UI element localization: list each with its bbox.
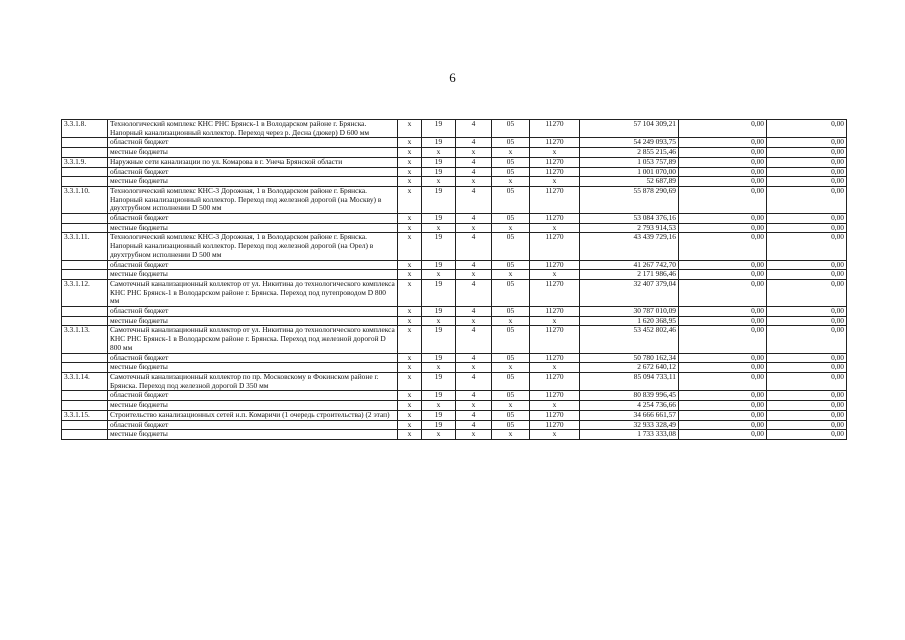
row-amount: 2 171 986,46 <box>580 270 679 280</box>
row-code-2: х <box>422 177 456 187</box>
row-code-2: 19 <box>422 391 456 401</box>
row-code-2: 19 <box>422 157 456 167</box>
row-name: Самотечный канализационный коллектор от ул. Никитина до технологического комплекса КНС РНС Брянск-1 в Володарском районе г. Брянска. Переход под путепроводом D 800 мм <box>108 279 398 306</box>
row-code-1: х <box>398 372 422 390</box>
table-row <box>62 372 847 390</box>
row-code: 3.3.1.8. <box>62 120 108 138</box>
row-code-4: х <box>492 148 530 158</box>
row-value-1: 0,00 <box>679 260 767 270</box>
row-code-2: 19 <box>422 279 456 306</box>
table-row <box>62 316 847 326</box>
row-value-1: 0,00 <box>679 233 767 260</box>
row-code-1: х <box>398 316 422 326</box>
row-name: областной бюджет <box>108 420 398 430</box>
row-name: областной бюджет <box>108 138 398 148</box>
row-value-2: 0,00 <box>767 148 847 158</box>
row-code-1: х <box>398 326 422 353</box>
row-value-1: 0,00 <box>679 372 767 390</box>
row-code-4: х <box>492 316 530 326</box>
row-value-1: 0,00 <box>679 177 767 187</box>
row-code-1: х <box>398 177 422 187</box>
row-name: Технологический комплекс КНС-3 Дорожная, 1 в Володарском районе г. Брянска. Напорный канализационный коллектор. Переход под железной дорогой (на Орел) в двухтрубном исполнении D 500 мм <box>108 233 398 260</box>
row-value-1: 0,00 <box>679 214 767 224</box>
row-name: областной бюджет <box>108 214 398 224</box>
row-code-3: 4 <box>456 391 492 401</box>
row-value-1: 0,00 <box>679 430 767 440</box>
row-amount: 2 855 215,46 <box>580 148 679 158</box>
row-code <box>62 430 108 440</box>
row-name: областной бюджет <box>108 391 398 401</box>
row-code-2: 19 <box>422 214 456 224</box>
row-value-2: 0,00 <box>767 214 847 224</box>
row-code <box>62 363 108 373</box>
row-code-3: 4 <box>456 157 492 167</box>
row-value-1: 0,00 <box>679 410 767 420</box>
row-name: областной бюджет <box>108 260 398 270</box>
row-code-1: х <box>398 138 422 148</box>
table-row <box>62 167 847 177</box>
row-code-1: х <box>398 148 422 158</box>
row-amount: 52 687,89 <box>580 177 679 187</box>
row-code <box>62 316 108 326</box>
row-code <box>62 223 108 233</box>
row-code-5: х <box>530 430 580 440</box>
row-amount: 85 094 733,11 <box>580 372 679 390</box>
row-code-5: х <box>530 316 580 326</box>
row-code-2: 19 <box>422 120 456 138</box>
table-row <box>62 157 847 167</box>
row-code-5: 11270 <box>530 391 580 401</box>
row-code-4: 05 <box>492 372 530 390</box>
row-value-2: 0,00 <box>767 223 847 233</box>
row-code-1: х <box>398 223 422 233</box>
row-name: местные бюджеты <box>108 316 398 326</box>
row-code-5: 11270 <box>530 410 580 420</box>
row-value-2: 0,00 <box>767 177 847 187</box>
table-row <box>62 120 847 138</box>
row-value-2: 0,00 <box>767 353 847 363</box>
row-value-2: 0,00 <box>767 372 847 390</box>
row-value-1: 0,00 <box>679 363 767 373</box>
row-value-1: 0,00 <box>679 391 767 401</box>
row-name: областной бюджет <box>108 307 398 317</box>
row-code <box>62 214 108 224</box>
table-row <box>62 326 847 353</box>
row-code-4: 05 <box>492 167 530 177</box>
row-code-5: 11270 <box>530 186 580 213</box>
row-code-4: 05 <box>492 307 530 317</box>
row-code-5: 11270 <box>530 120 580 138</box>
table-row <box>62 214 847 224</box>
row-code-2: 19 <box>422 372 456 390</box>
table-row <box>62 260 847 270</box>
row-code-2: 19 <box>422 420 456 430</box>
row-code-3: х <box>456 148 492 158</box>
row-code-5: 11270 <box>530 372 580 390</box>
row-name: местные бюджеты <box>108 148 398 158</box>
row-code-5: 11270 <box>530 260 580 270</box>
row-code-3: 4 <box>456 120 492 138</box>
row-code-3: 4 <box>456 214 492 224</box>
row-value-1: 0,00 <box>679 353 767 363</box>
row-amount: 1 733 333,08 <box>580 430 679 440</box>
row-code: 3.3.1.12. <box>62 279 108 306</box>
row-amount: 55 878 290,69 <box>580 186 679 213</box>
row-code-1: х <box>398 260 422 270</box>
row-code-3: 4 <box>456 353 492 363</box>
row-code-4: 05 <box>492 279 530 306</box>
row-code-2: 19 <box>422 233 456 260</box>
table-row <box>62 353 847 363</box>
row-value-1: 0,00 <box>679 307 767 317</box>
row-name: Самотечный канализационный коллектор по пр. Московскому в Фокинском районе г. Брянска. Переход под железной дорогой D 350 мм <box>108 372 398 390</box>
row-code-2: 19 <box>422 138 456 148</box>
row-name: Самотечный канализационный коллектор от ул. Никитина до технологического комплекса КНС РНС Брянск-1 в Володарском районе г. Брянска. Переход под железной дорогой D 800 мм <box>108 326 398 353</box>
row-code-4: 05 <box>492 391 530 401</box>
row-code-4: х <box>492 363 530 373</box>
row-code <box>62 401 108 411</box>
row-code-3: 4 <box>456 167 492 177</box>
row-code-1: х <box>398 353 422 363</box>
row-code-4: 05 <box>492 138 530 148</box>
row-code-4: 05 <box>492 157 530 167</box>
row-code-5: 11270 <box>530 307 580 317</box>
table-row <box>62 401 847 411</box>
row-code-4: 05 <box>492 214 530 224</box>
row-code: 3.3.1.13. <box>62 326 108 353</box>
row-value-1: 0,00 <box>679 420 767 430</box>
row-amount: 4 254 736,66 <box>580 401 679 411</box>
table-row <box>62 233 847 260</box>
row-code-4: х <box>492 401 530 411</box>
row-code-1: х <box>398 401 422 411</box>
row-code-3: 4 <box>456 260 492 270</box>
row-code-4: 05 <box>492 353 530 363</box>
row-code-3: 4 <box>456 138 492 148</box>
row-code-3: х <box>456 363 492 373</box>
row-value-2: 0,00 <box>767 420 847 430</box>
row-code <box>62 307 108 317</box>
row-value-2: 0,00 <box>767 391 847 401</box>
row-code-3: х <box>456 430 492 440</box>
row-code-4: х <box>492 270 530 280</box>
row-code-3: 4 <box>456 186 492 213</box>
table-row <box>62 223 847 233</box>
row-code-5: х <box>530 177 580 187</box>
row-code-2: х <box>422 401 456 411</box>
row-value-2: 0,00 <box>767 279 847 306</box>
row-code-2: 19 <box>422 410 456 420</box>
row-code-4: 05 <box>492 120 530 138</box>
row-value-2: 0,00 <box>767 270 847 280</box>
row-code-5: х <box>530 401 580 411</box>
row-value-2: 0,00 <box>767 167 847 177</box>
row-code-1: х <box>398 270 422 280</box>
row-amount: 32 407 379,04 <box>580 279 679 306</box>
row-code-2: х <box>422 223 456 233</box>
table-row <box>62 363 847 373</box>
row-name: местные бюджеты <box>108 223 398 233</box>
row-code-4: 05 <box>492 186 530 213</box>
row-code-1: х <box>398 391 422 401</box>
row-amount: 80 839 996,45 <box>580 391 679 401</box>
row-value-2: 0,00 <box>767 326 847 353</box>
row-code-3: 4 <box>456 372 492 390</box>
row-code-5: 11270 <box>530 214 580 224</box>
row-code-1: х <box>398 363 422 373</box>
row-amount: 32 933 328,49 <box>580 420 679 430</box>
row-code-1: х <box>398 430 422 440</box>
row-value-2: 0,00 <box>767 430 847 440</box>
row-value-1: 0,00 <box>679 401 767 411</box>
row-code-2: х <box>422 270 456 280</box>
row-code-4: х <box>492 430 530 440</box>
table-row <box>62 177 847 187</box>
row-code-2: х <box>422 148 456 158</box>
row-value-1: 0,00 <box>679 279 767 306</box>
row-code-3: х <box>456 270 492 280</box>
row-code-1: х <box>398 279 422 306</box>
row-code-1: х <box>398 420 422 430</box>
row-code-1: х <box>398 120 422 138</box>
table-row <box>62 307 847 317</box>
row-code-5: 11270 <box>530 326 580 353</box>
row-code-3: 4 <box>456 420 492 430</box>
row-code-5: 11270 <box>530 157 580 167</box>
table-row <box>62 420 847 430</box>
row-code-4: 05 <box>492 260 530 270</box>
row-code-4: х <box>492 223 530 233</box>
row-code <box>62 391 108 401</box>
row-amount: 53 452 802,46 <box>580 326 679 353</box>
row-value-2: 0,00 <box>767 186 847 213</box>
row-amount: 57 104 309,21 <box>580 120 679 138</box>
table-row <box>62 391 847 401</box>
row-code-3: х <box>456 223 492 233</box>
row-value-2: 0,00 <box>767 401 847 411</box>
row-code-3: 4 <box>456 233 492 260</box>
row-amount: 30 787 010,09 <box>580 307 679 317</box>
row-value-1: 0,00 <box>679 148 767 158</box>
row-value-1: 0,00 <box>679 326 767 353</box>
row-code <box>62 167 108 177</box>
row-code-5: 11270 <box>530 279 580 306</box>
row-value-2: 0,00 <box>767 363 847 373</box>
table-row <box>62 148 847 158</box>
row-code-4: 05 <box>492 410 530 420</box>
row-value-1: 0,00 <box>679 167 767 177</box>
row-code-1: х <box>398 167 422 177</box>
row-code-1: х <box>398 186 422 213</box>
row-value-1: 0,00 <box>679 157 767 167</box>
row-amount: 2 672 640,12 <box>580 363 679 373</box>
row-code-2: х <box>422 363 456 373</box>
row-code: 3.3.1.9. <box>62 157 108 167</box>
table-row <box>62 410 847 420</box>
row-code-2: 19 <box>422 167 456 177</box>
table-row <box>62 186 847 213</box>
row-value-1: 0,00 <box>679 138 767 148</box>
row-code <box>62 270 108 280</box>
row-value-2: 0,00 <box>767 157 847 167</box>
row-code: 3.3.1.11. <box>62 233 108 260</box>
table-row <box>62 279 847 306</box>
row-code-3: 4 <box>456 410 492 420</box>
row-code-5: 11270 <box>530 167 580 177</box>
row-value-1: 0,00 <box>679 223 767 233</box>
row-amount: 1 001 070,00 <box>580 167 679 177</box>
row-value-2: 0,00 <box>767 138 847 148</box>
row-value-2: 0,00 <box>767 260 847 270</box>
row-value-2: 0,00 <box>767 233 847 260</box>
row-amount: 34 666 661,57 <box>580 410 679 420</box>
row-code <box>62 420 108 430</box>
row-amount: 1 620 368,95 <box>580 316 679 326</box>
row-name: Строительство канализационных сетей н.п. Комаричи (1 очередь строительства) (2 этап) <box>108 410 398 420</box>
row-amount: 53 084 376,16 <box>580 214 679 224</box>
row-name: областной бюджет <box>108 167 398 177</box>
row-code-5: 11270 <box>530 138 580 148</box>
row-amount: 54 249 093,75 <box>580 138 679 148</box>
row-code-5: х <box>530 148 580 158</box>
row-code-4: х <box>492 177 530 187</box>
row-code-5: х <box>530 270 580 280</box>
row-amount: 1 053 757,89 <box>580 157 679 167</box>
row-code-3: 4 <box>456 307 492 317</box>
row-name: местные бюджеты <box>108 401 398 411</box>
row-code-1: х <box>398 214 422 224</box>
row-value-2: 0,00 <box>767 307 847 317</box>
row-value-1: 0,00 <box>679 186 767 213</box>
row-amount: 43 439 729,16 <box>580 233 679 260</box>
row-name: местные бюджеты <box>108 177 398 187</box>
row-code-5: 11270 <box>530 353 580 363</box>
row-value-2: 0,00 <box>767 410 847 420</box>
row-value-1: 0,00 <box>679 270 767 280</box>
row-value-2: 0,00 <box>767 316 847 326</box>
row-code-2: 19 <box>422 353 456 363</box>
row-amount: 41 267 742,70 <box>580 260 679 270</box>
row-code-2: 19 <box>422 186 456 213</box>
row-value-1: 0,00 <box>679 316 767 326</box>
row-value-1: 0,00 <box>679 120 767 138</box>
row-code-3: 4 <box>456 326 492 353</box>
budget-table <box>61 119 847 440</box>
row-code-5: 11270 <box>530 233 580 260</box>
row-code-2: 19 <box>422 307 456 317</box>
row-name: Наружные сети канализации по ул. Комарова в г. Унеча Брянской области <box>108 157 398 167</box>
row-code <box>62 148 108 158</box>
row-code-3: х <box>456 316 492 326</box>
table-row <box>62 138 847 148</box>
row-code-4: 05 <box>492 420 530 430</box>
row-code: 3.3.1.15. <box>62 410 108 420</box>
row-code-5: 11270 <box>530 420 580 430</box>
row-code-2: х <box>422 430 456 440</box>
row-code-4: 05 <box>492 326 530 353</box>
row-code: 3.3.1.10. <box>62 186 108 213</box>
row-code: 3.3.1.14. <box>62 372 108 390</box>
row-code-3: 4 <box>456 279 492 306</box>
row-code-5: х <box>530 223 580 233</box>
row-code-2: 19 <box>422 326 456 353</box>
row-code-2: х <box>422 316 456 326</box>
row-name: Технологический комплекс КНС РНС Брянск-1 в Володарском районе г. Брянска. Напорный канализационный коллектор. Переход через р. Десна (дюкер) D 600 мм <box>108 120 398 138</box>
row-value-2: 0,00 <box>767 120 847 138</box>
row-amount: 2 793 914,53 <box>580 223 679 233</box>
row-code-3: х <box>456 401 492 411</box>
row-name: Технологический комплекс КНС-3 Дорожная, 1 в Володарском районе г. Брянска. Напорный канализационный коллектор. Переход под железной дорогой (на Москву) в двухтрубном исполнении D 500 мм <box>108 186 398 213</box>
row-code-4: 05 <box>492 233 530 260</box>
row-code-2: 19 <box>422 260 456 270</box>
row-code-3: х <box>456 177 492 187</box>
row-code-1: х <box>398 307 422 317</box>
row-code-1: х <box>398 157 422 167</box>
row-code-1: х <box>398 233 422 260</box>
table-body <box>62 120 847 440</box>
row-name: местные бюджеты <box>108 363 398 373</box>
row-code-1: х <box>398 410 422 420</box>
table-row <box>62 270 847 280</box>
row-code <box>62 138 108 148</box>
row-amount: 50 780 162,34 <box>580 353 679 363</box>
row-name: местные бюджеты <box>108 430 398 440</box>
table-row <box>62 430 847 440</box>
row-name: местные бюджеты <box>108 270 398 280</box>
page-number: 6 <box>449 70 456 85</box>
row-code <box>62 177 108 187</box>
row-name: областной бюджет <box>108 353 398 363</box>
row-code-5: х <box>530 363 580 373</box>
row-code <box>62 260 108 270</box>
row-code <box>62 353 108 363</box>
